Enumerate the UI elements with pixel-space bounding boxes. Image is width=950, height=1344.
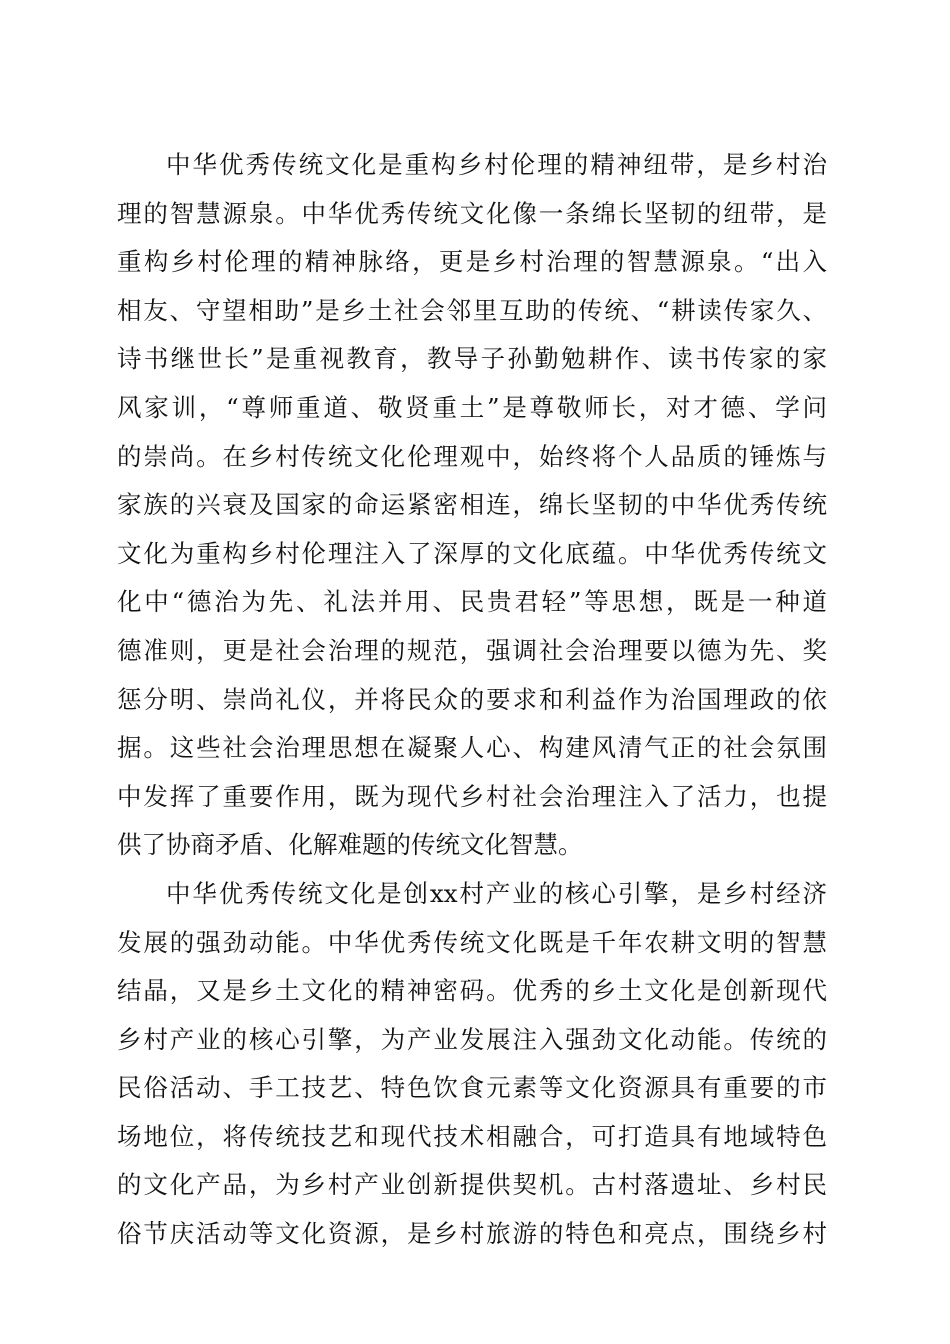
text-line: 中华优秀传统文化是重构乡村伦理的精神纽带，是乡村治 (166, 150, 827, 179)
text-line: 诗书继世长”是重视教育，教导子孙勤勉耕作、读书传家的家 (117, 344, 827, 374)
text-line: 的文化产品，为乡村产业创新提供契机。古村落遗址、乡村民 (117, 1170, 827, 1200)
text-line: 民俗活动、手工技艺、特色饮食元素等文化资源具有重要的市 (117, 1073, 827, 1103)
text-line: 家族的兴衰及国家的命运紧密相连，绵长坚韧的中华优秀传统 (117, 490, 827, 520)
paragraph-1 (117, 141, 827, 870)
text-line: 理的智慧源泉。中华优秀传统文化像一条绵长坚韧的纽带，是 (117, 198, 827, 228)
text-line: 惩分明、崇尚礼仪，并将民众的要求和利益作为治国理政的依 (117, 684, 827, 714)
text-line: 场地位，将传统技艺和现代技术相融合，可打造具有地域特色 (117, 1121, 827, 1151)
text-line: 文化为重构乡村伦理注入了深厚的文化底蕴。中华优秀传统文 (117, 538, 827, 568)
text-line: 相友、守望相助”是乡土社会邻里互助的传统、“耕读传家久、 (117, 295, 827, 325)
text-line: 的崇尚。在乡村传统文化伦理观中，始终将个人品质的锤炼与 (117, 441, 827, 471)
text-line: 化中“德治为先、礼法并用、民贵君轻”等思想，既是一种道 (117, 587, 827, 617)
text-line: 供了协商矛盾、化解难题的传统文化智慧。 (117, 830, 583, 860)
text-line: 据。这些社会治理思想在凝聚人心、构建风清气正的社会氛围 (117, 733, 827, 763)
text-line: 德准则，更是社会治理的规范，强调社会治理要以德为先、奖 (117, 635, 827, 665)
paragraph-2 (117, 870, 827, 1259)
text-line: 风家训，“尊师重道、敬贤重土”是尊敬师长，对才德、学问 (117, 392, 827, 422)
text-line: 中华优秀传统文化是创xx村产业的核心引擎，是乡村经济 (166, 878, 827, 908)
text-line: 乡村产业的核心引擎，为产业发展注入强劲文化动能。传统的 (117, 1024, 827, 1054)
text-line: 发展的强劲动能。中华优秀传统文化既是千年农耕文明的智慧 (117, 927, 827, 957)
text-line: 结晶，又是乡土文化的精神密码。优秀的乡土文化是创新现代 (117, 976, 827, 1006)
document-body (117, 141, 827, 1259)
text-line: 俗节庆活动等文化资源，是乡村旅游的特色和亮点，围绕乡村 (117, 1219, 827, 1249)
text-line: 中发挥了重要作用，既为现代乡村社会治理注入了活力，也提 (117, 781, 827, 811)
text-line: 重构乡村伦理的精神脉络，更是乡村治理的智慧源泉。“出入 (117, 247, 827, 277)
